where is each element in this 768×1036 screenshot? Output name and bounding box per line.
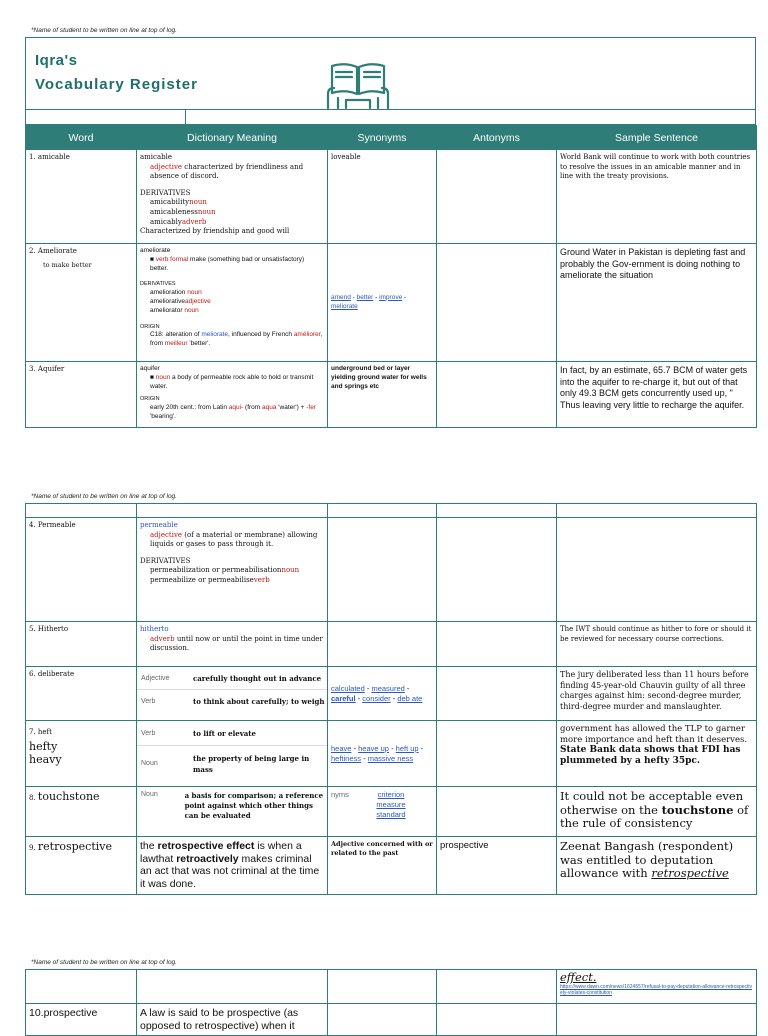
meaning-cell <box>137 721 328 787</box>
table-row <box>26 837 757 895</box>
word-text: 2. Ameliorate <box>29 247 77 255</box>
sample-sentence: government has allowed the TLP to garner more importance and heft than it deserves. <box>560 724 748 745</box>
word-cell <box>26 721 137 787</box>
synonym-link[interactable]: massive ness <box>367 753 414 763</box>
word-cell: 9. retrospective <box>26 837 137 895</box>
table-row <box>26 1004 757 1036</box>
definition: the property of being large in mass <box>193 754 310 774</box>
antonyms-cell <box>437 518 557 622</box>
synonyms-cell <box>328 150 437 244</box>
column-header-synonyms: Synonyms <box>328 126 437 150</box>
antonyms-cell <box>437 362 557 428</box>
derivative: amicably <box>150 217 182 226</box>
word-cell <box>26 518 137 622</box>
antonyms-cell <box>437 150 557 244</box>
sentence-cell <box>557 721 757 787</box>
derivative: amicability <box>150 198 190 207</box>
table-row <box>26 244 757 362</box>
derivative: ameliorative <box>150 297 186 305</box>
sample-sentence: of the rule of consistency <box>560 802 749 830</box>
sample-sentence: effect. <box>560 970 597 984</box>
synonym-link[interactable]: measure <box>376 800 406 809</box>
table-row <box>26 362 757 428</box>
synonym-link[interactable]: amend <box>331 293 351 301</box>
vocabulary-table-page3 <box>25 969 757 1036</box>
table-row <box>26 667 757 721</box>
meaning-cell <box>137 150 328 244</box>
derivative-pos: noun <box>184 306 199 314</box>
table-row <box>26 721 757 787</box>
headword: hitherto <box>140 625 169 633</box>
word-gloss: to make better <box>43 260 92 269</box>
synonym-link[interactable]: meliorate <box>331 302 358 310</box>
part-of-speech: Verb <box>141 697 156 705</box>
definition: to lift or elevate <box>193 729 256 739</box>
sample-sentence: It could not be acceptable even otherwise on the <box>560 789 744 817</box>
synonyms-text: loveable <box>331 153 361 161</box>
derivative: ameliorator <box>150 306 183 314</box>
word-cell <box>26 244 137 362</box>
highlighted-word: touchstone <box>661 802 734 817</box>
blank-header-row <box>26 504 757 518</box>
definition: characterized by friendliness and absence of discord. <box>150 162 304 181</box>
antonyms-cell <box>437 787 557 837</box>
origin-label: ORIGIN <box>140 323 160 330</box>
sentence-cell <box>557 518 757 622</box>
sentence-cell <box>557 837 757 895</box>
synonym-link[interactable]: heftiness <box>331 753 362 763</box>
definition: makes criminal an act that was not criminal at the time it was done. <box>140 852 320 890</box>
word-text: 7. heft <box>29 728 52 736</box>
meaning-cell: ameliorate ■ verb formal make (something bad or unsatisfactory) better. DERIVATIVES amelioration noun ameliorativeadjective ameliorator noun ORIGIN C18: alteration of meliorate, influenced by French améliorer, from meilleur 'better'. <box>137 244 328 362</box>
sentence-cell <box>557 622 757 667</box>
definition: make (something bad or unsatisfactory) better. <box>150 255 305 272</box>
derivative-pos: noun <box>281 566 300 575</box>
sentence-cell <box>557 970 757 1004</box>
derivative: amicableness <box>150 207 198 216</box>
page-title-line1: Iqra's <box>35 52 78 69</box>
meaning-cell <box>137 622 328 667</box>
synonym-link[interactable]: measured <box>371 683 405 693</box>
sentence-cell <box>557 667 757 721</box>
header-tick <box>185 109 186 125</box>
antonyms-cell <box>437 622 557 667</box>
derivative-pos: noun <box>197 207 216 216</box>
headword: aquifer <box>140 365 160 372</box>
sample-sentence: Zeenat Bangash (respondent) was entitled to deputation allowance with <box>560 839 734 880</box>
word-cell <box>26 622 137 667</box>
synonym-link[interactable]: criterion <box>377 790 405 799</box>
highlighted-term: retroactively <box>176 852 239 865</box>
table-row <box>26 518 757 622</box>
synonyms-cell <box>328 837 437 895</box>
derivative-pos: adjective <box>185 297 211 305</box>
synonym-link[interactable]: consider <box>362 693 391 703</box>
headword: amicable <box>140 153 173 161</box>
synonyms-cell: heave - heave up - heft up - heftiness - massive ness <box>328 721 437 787</box>
synonyms-text: Adjective concerned with or related to the past <box>331 840 433 857</box>
table-row <box>26 150 757 244</box>
antonyms-cell <box>437 667 557 721</box>
derivative: amelioration <box>150 289 186 297</box>
sample-sentence: In fact, by an estimate, 65.7 BCM of water gets into the aquifer to re-charge it, but out of that only 49.3 BCM gets concurrently used up, " Thus leaving very little to recharge the aquifer. <box>560 365 748 410</box>
antonym-text: prospective <box>440 840 489 851</box>
synonyms-cell <box>328 787 437 837</box>
meaning-cell: the retrospective effect is when a lawthat retroactively makes criminal an act that was not criminal at the time it was done. <box>137 837 328 895</box>
origin-label: ORIGIN <box>140 396 160 403</box>
synonyms-cell <box>328 362 437 428</box>
word-cell <box>26 362 137 428</box>
sample-sentence: Ground Water in Pakistan is depleting fast and probably the Gov-ernment is doing nothing to ameliorate the situation <box>560 247 746 280</box>
synonym-link[interactable]: standard <box>376 810 406 819</box>
definition: a body of permeable rock able to hold or transmit water. <box>150 373 314 390</box>
meaning-cell <box>137 667 328 721</box>
word-cell <box>26 150 137 244</box>
word-text: 1. amicable <box>29 153 70 161</box>
synonyms-cell: amend - better - improve - meliorate <box>328 244 437 362</box>
derivatives-label: DERIVATIVES <box>140 281 176 288</box>
word-cell <box>26 1004 137 1036</box>
meaning-cell <box>137 787 328 837</box>
highlighted-word: retrospective <box>651 866 729 880</box>
word-text: 4. Permeable <box>29 521 76 529</box>
sample-sentence: The jury deliberated less than 11 hours before finding 45-year-old Chauvin guilty of all three charges against him: second-degree murder, third-degree murder and manslaughter. <box>560 670 749 711</box>
derivative: permeabilize or permeabilise <box>150 575 254 584</box>
word-text: 5. Hitherto <box>29 625 69 633</box>
synonyms-label: nyms <box>331 790 349 799</box>
part-of-speech: adjective <box>150 530 183 539</box>
page-title-line2: Vocabulary Register <box>35 76 198 93</box>
meaning-cell <box>137 518 328 622</box>
synonym-link[interactable]: heft up <box>395 743 419 753</box>
word-cell: 8. touchstone <box>26 787 137 837</box>
sample-sentence: State Bank data shows that FDI has plummeted by a hefty 35pc. <box>560 745 741 766</box>
table-row <box>26 970 757 1004</box>
student-name-note: *Name of student to be written on line at top of log. <box>31 27 177 34</box>
highlighted-term: retrospective effect <box>157 840 255 852</box>
sentence-cell <box>557 787 757 837</box>
reading-person-icon <box>322 60 394 110</box>
vocabulary-table-page1 <box>25 125 757 428</box>
word-text: 3. Aquifer <box>29 365 65 373</box>
synonym-link[interactable]: heave up <box>358 743 389 753</box>
derivative-pos: noun <box>189 198 207 207</box>
column-header-meaning: Dictionary Meaning <box>137 126 328 150</box>
part-of-speech: Noun <box>141 791 158 798</box>
derivative: permeabilization or permeabilisation <box>150 566 282 575</box>
derivative-pos: noun <box>187 289 202 297</box>
word-cell <box>26 667 137 721</box>
derivatives-label: DERIVATIVES <box>140 188 191 197</box>
origin-text: C18: alteration of meliorate, influenced by French améliorer, from meilleur 'better'. <box>150 331 323 348</box>
synonyms-text: underground bed or layer yielding ground water for wells and springs etc <box>331 365 427 390</box>
synonym-link[interactable]: better <box>356 293 374 301</box>
sample-sentence: The IWT should continue as hither to fore or should it be reviewed for necessary course corrections. <box>560 625 752 643</box>
synonym-link[interactable]: deb ate <box>397 693 423 703</box>
word-variant: heavy <box>29 753 62 766</box>
sentence-cell <box>557 150 757 244</box>
sentence-cell <box>557 244 757 362</box>
derivative-pos: adverb <box>181 217 207 226</box>
derivative-pos: verb <box>253 575 270 584</box>
table-row <box>26 787 757 837</box>
word-text: 6. deliberate <box>29 670 75 678</box>
column-header-word: Word <box>26 126 137 150</box>
antonyms-cell <box>437 837 557 895</box>
part-of-speech: noun <box>155 373 171 381</box>
column-header-antonyms: Antonyms <box>437 126 557 150</box>
antonyms-cell <box>437 244 557 362</box>
definition: a basis for comparison; a reference point against which other things can be evaluated <box>184 791 324 820</box>
source-link[interactable]: https://www.dawn.com/news/1624557/refusal-to-pay-deputation-allowance-retrospectively-violates-constitution <box>560 984 753 996</box>
definition: until now or until the point in time under discussion. <box>150 634 323 653</box>
part-of-speech: Adjective <box>141 674 170 682</box>
definition: A law is said to be prospective (as opposed to retrospective) when it <box>140 1007 299 1032</box>
student-name-note: *Name of student to be written on line at top of log. <box>31 493 177 500</box>
antonyms-cell <box>437 721 557 787</box>
extra-definition: Characterized by friendship and good will <box>140 227 290 236</box>
sample-sentence: World Bank will continue to work with both countries to resolve the issues in an amicable manner and in line with the treaty provisions. <box>560 153 751 181</box>
column-header-sentence: Sample Sentence <box>557 126 757 150</box>
table-row <box>26 622 757 667</box>
synonym-link[interactable]: careful <box>331 693 356 703</box>
vocabulary-table-page2 <box>25 503 757 895</box>
part-of-speech: verb formal <box>155 255 189 263</box>
synonyms-cell <box>328 518 437 622</box>
derivatives-label: DERIVATIVES <box>140 556 191 565</box>
sentence-cell <box>557 362 757 428</box>
definition: carefully thought out in advance <box>193 674 322 684</box>
headword: ameliorate <box>140 247 171 254</box>
synonym-link[interactable]: calculated <box>331 683 365 693</box>
meaning-cell <box>137 1004 328 1036</box>
origin-text: early 20th cent.: from Latin aqui- (from aqua 'water') + -fer 'bearing'. <box>150 404 316 420</box>
synonym-link[interactable]: improve <box>379 293 403 301</box>
synonyms-cell: calculated - measured - careful - consider - deb ate <box>328 667 437 721</box>
part-of-speech: adverb <box>150 634 175 643</box>
synonym-link[interactable]: heave <box>331 743 352 753</box>
part-of-speech: Verb <box>141 729 156 737</box>
definition: (of a material or membrane) allowing liquids or gases to pass through it. <box>150 530 318 549</box>
word-text: 10.prospective <box>29 1007 98 1019</box>
word-variant: hefty <box>29 739 58 753</box>
headword: permeable <box>140 521 178 529</box>
student-name-note: *Name of student to be written on line at top of log. <box>31 959 177 966</box>
synonyms-cell <box>328 622 437 667</box>
part-of-speech: adjective <box>150 162 183 171</box>
definition: to think about carefully; to weigh <box>193 697 325 707</box>
part-of-speech: Noun <box>141 759 158 767</box>
meaning-cell: aquifer ■ noun a body of permeable rock able to hold or transmit water. ORIGIN early 20th cent.: from Latin aqui- (from aqua 'water') + -fer 'bearing'. <box>137 362 328 428</box>
